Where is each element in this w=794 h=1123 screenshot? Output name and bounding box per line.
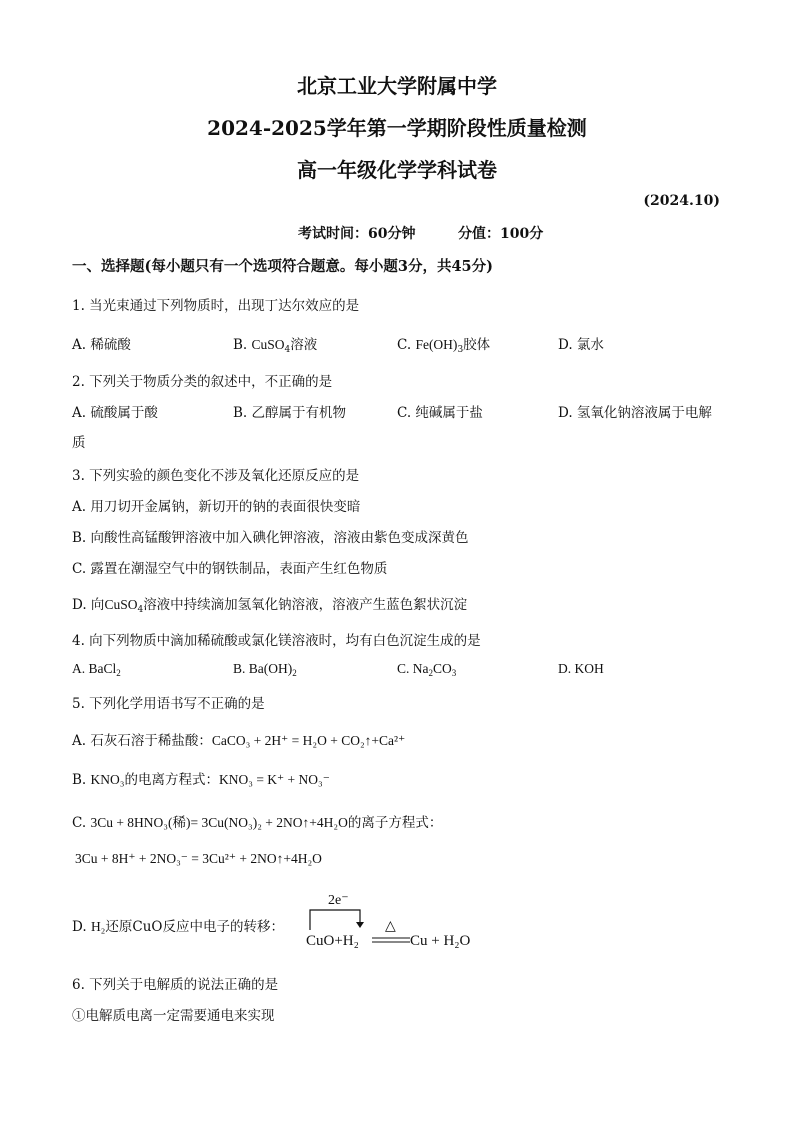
q5-option-b: B. KNO₃的电离方程式：KNO₃ = K⁺ + NO₃⁻: [72, 772, 330, 788]
q1-option-b: B. CuSO$_4$溶液: [233, 337, 318, 355]
q2-option-d: D. 氢氧化钠溶液属于电解: [558, 405, 712, 421]
q3-stem: 3. 下列实验的颜色变化不涉及氧化还原反应的是: [72, 468, 360, 484]
q5-option-d: D. H₂还原CuO反应中电子的转移：: [72, 919, 284, 935]
exam-time: 考试时间：60分钟: [298, 226, 416, 242]
section-heading: 一、选择题(每小题只有一个选项符合题意。每小题3分，共45分): [72, 258, 493, 275]
q2-option-d-wrap: 质: [72, 435, 86, 451]
q3-option-b: B. 向酸性高锰酸钾溶液中加入碘化钾溶液，溶液由紫色变成深黄色: [72, 530, 469, 546]
q2-option-a: A. 硫酸属于酸: [72, 405, 158, 421]
q5-stem: 5. 下列化学用语书写不正确的是: [72, 696, 265, 712]
exam-score: 分值：100分: [458, 226, 544, 242]
q1-option-a: A. 稀硫酸: [72, 337, 131, 353]
electron-count: 2e⁻: [328, 893, 349, 908]
q3-option-a: A. 用刀切开金属钠，新切开的钠的表面很快变暗: [72, 499, 361, 515]
q3-option-d: D. 向CuSO$_4$溶液中持续滴加氢氧化钠溶液，溶液产生蓝色絮状沉淀: [72, 597, 468, 615]
q3-option-c: C. 露置在潮湿空气中的钢铁制品，表面产生红色物质: [72, 561, 388, 577]
q4-option-a: A. BaCl$_2$: [72, 661, 121, 678]
q5-option-a: A. 石灰石溶于稀盐酸：CaCO₃ + 2H⁺ = H₂O + CO₂↑+Ca²⁺: [72, 733, 406, 749]
q1-stem: 1. 当光束通过下列物质时，出现丁达尔效应的是: [72, 298, 360, 314]
reaction-equals-sign: [372, 936, 412, 944]
electron-transfer-arrow: [308, 906, 368, 932]
q5-option-c: C. 3Cu + 8HNO₃(稀)= 3Cu(NO₃)₂ + 2NO↑+4H₂O的离子方程式：: [72, 815, 443, 831]
exam-title: 2024-2025学年第一学期阶段性质量检测: [207, 116, 587, 140]
q6-item-1: ①电解质电离一定需要通电来实现: [72, 1008, 275, 1024]
reaction-rhs: Cu + H₂O: [410, 933, 471, 949]
q1-option-c: C. $Fe(OH)_3$胶体: [397, 337, 491, 355]
q1-option-d: D. 氯水: [558, 337, 604, 353]
q2-stem: 2. 下列关于物质分类的叙述中，不正确的是: [72, 374, 333, 390]
subject-title: 高一年级化学学科试卷: [297, 158, 497, 182]
q6-stem: 6. 下列关于电解质的说法正确的是: [72, 977, 279, 993]
q4-option-c: C. $Na_2CO_3$: [397, 661, 457, 678]
q4-option-d: D. KOH: [558, 661, 604, 676]
exam-date: (2024.10): [643, 193, 720, 209]
reaction-lhs: CuO+H₂: [306, 933, 359, 949]
q2-option-c: C. 纯碱属于盐: [397, 405, 483, 421]
heat-condition: △: [385, 919, 396, 934]
q4-option-b: B. $Ba(OH)_2$: [233, 661, 297, 678]
q4-stem: 4. 向下列物质中滴加稀硫酸或氯化镁溶液时，均有白色沉淀生成的是: [72, 633, 481, 649]
q2-option-b: B. 乙醇属于有机物: [233, 405, 347, 421]
q5-option-c-ionic: 3Cu + 8H⁺ + 2NO₃⁻ = 3Cu²⁺ + 2NO↑+4H₂O: [75, 851, 322, 866]
school-title: 北京工业大学附属中学: [297, 74, 497, 98]
